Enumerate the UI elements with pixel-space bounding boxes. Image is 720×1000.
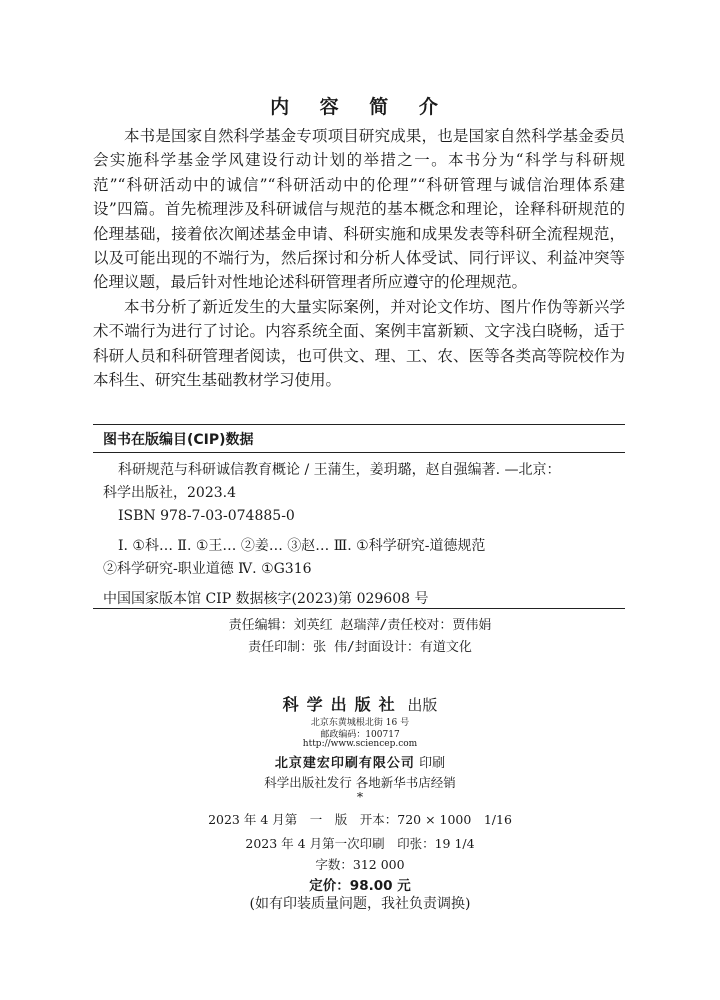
distribution: 科学出版社发行 各地新华书店经销 bbox=[264, 775, 456, 790]
publisher-line bbox=[0, 692, 720, 715]
edition-info: 2023 年 4 月第 一 版 开本：720 × 1000 1/16 bbox=[208, 812, 512, 827]
publisher-name: 科学出版社 bbox=[282, 695, 403, 714]
cip-classification-line-1: Ⅰ. ①科… Ⅱ. ①王… ②姜… ③赵… Ⅲ. ①科学研究-道德规范 bbox=[118, 538, 486, 554]
separator-asterisk: * bbox=[356, 789, 364, 804]
cip-publisher-line: 科学出版社，2023.4 bbox=[103, 485, 236, 501]
cip-isbn: ISBN 978-7-03-074885-0 bbox=[118, 508, 295, 524]
intro-body bbox=[93, 124, 625, 392]
price: 定价：98.00 元 bbox=[309, 878, 411, 894]
printer-suffix: 印刷 bbox=[419, 756, 446, 771]
publisher-address: 北京东黄城根北街 16 号 bbox=[310, 718, 410, 728]
cip-record bbox=[103, 459, 625, 611]
cip-heading: 图书在版编目(CIP)数据 bbox=[103, 432, 254, 448]
cip-heading-rule bbox=[93, 452, 625, 453]
intro-title: 内 容 简 介 bbox=[270, 96, 450, 118]
credits-editors: 责任编辑：刘英红 赵瑞萍/责任校对：贾伟娟 bbox=[228, 618, 492, 633]
cip-title-line: 科研规范与科研诚信教育概论 / 王蒲生，姜玥璐，赵自强编著. —北京： bbox=[118, 462, 561, 478]
printer-line bbox=[0, 752, 720, 771]
word-count: 字数：312 000 bbox=[315, 857, 405, 872]
cip-classification-line-2: ②科学研究-职业道德 Ⅳ. ①G316 bbox=[103, 561, 312, 577]
publisher-url: http://www.sciencep.com bbox=[302, 739, 418, 749]
intro-paragraph-1: 本书是国家自然科学基金专项项目研究成果，也是国家自然科学基金委员会实施科学基金学风建设行动计划的举措之一。本书分为“科学与科研规范”“科研活动中的诚信”“科研活动中的伦理”“科研管理与诚信治理体系建设”四篇。首先梳理涉及科研诚信与规范的基本概念和理论，诠释科研规范的伦理基础，接着依次阐述基金申请、科研实施和成果发表等科研全流程规范，以及可能出现的不端行为，然后探讨和分析人体受试、同行评议、利益冲突等伦理议题，最后针对性地论述科研管理者所应遵守的伦理规范。 bbox=[93, 127, 625, 292]
intro-paragraph-2: 本书分析了新近发生的大量实际案例，并对论文作坊、图片作伪等新兴学术不端行为进行了讨论。内容系统全面、案例丰富新颖、文字浅白晓畅，适于科研人员和科研管理者阅读，也可供文、理、工、农、医等各类高等院校作为本科生、研究生基础教材学习使用。 bbox=[93, 297, 625, 390]
quality-notice: (如有印装质量问题，我社负责调换) bbox=[249, 896, 471, 912]
printing-info: 2023 年 4 月第一次印刷 印张：19 1/4 bbox=[245, 836, 475, 851]
credits-production: 责任印制：张 伟/封面设计：有道文化 bbox=[248, 640, 472, 655]
publisher-postcode: 邮政编码：100717 bbox=[320, 730, 400, 740]
cip-top-rule bbox=[93, 424, 625, 425]
cip-bottom-rule bbox=[93, 608, 625, 609]
cip-number: 中国国家版本馆 CIP 数据核字(2023)第 029608 号 bbox=[103, 591, 429, 607]
publisher-suffix: 出版 bbox=[407, 696, 438, 714]
printer-name: 北京建宏印刷有限公司 bbox=[274, 756, 415, 771]
